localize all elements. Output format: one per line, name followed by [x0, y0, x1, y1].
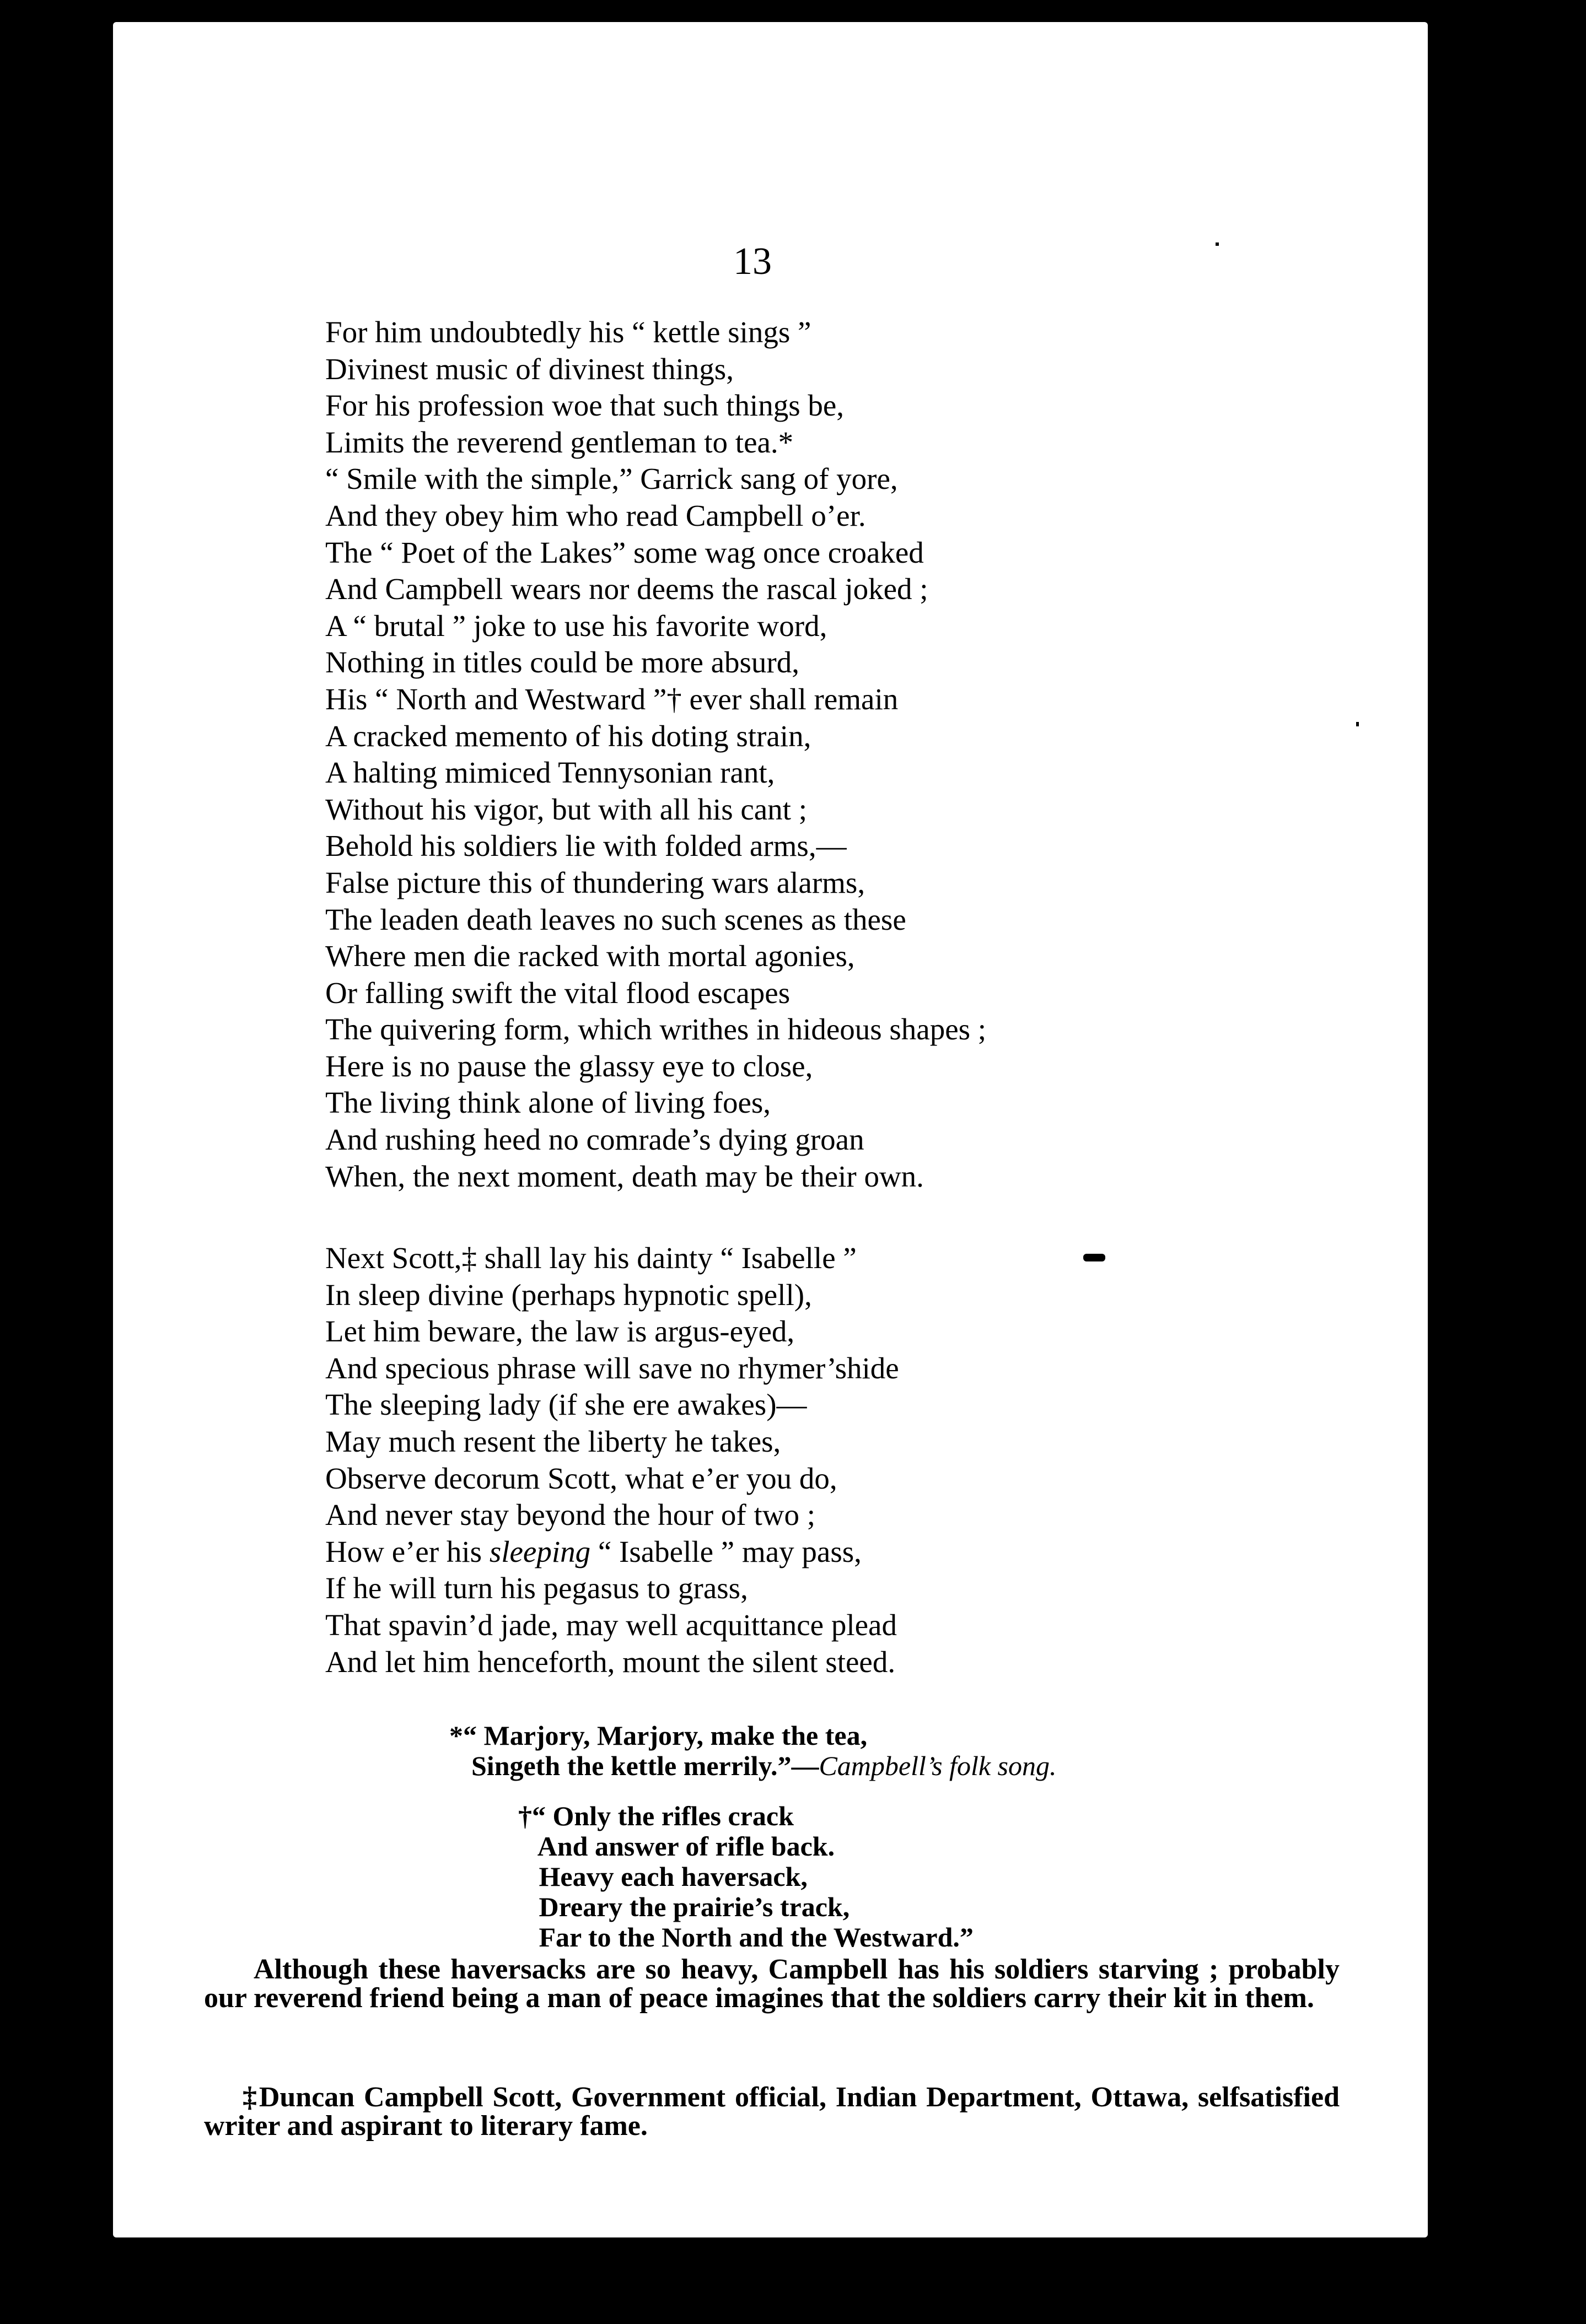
- verse-line: Behold his soldiers lie with folded arms,—: [325, 829, 847, 863]
- verse-line: Next Scott,‡ shall lay his dainty “ Isabelle ”: [325, 1241, 857, 1275]
- verse-line: The sleeping lady (if she ere awakes)—: [325, 1388, 807, 1422]
- footnote-line-wrap: [449, 1751, 1056, 1781]
- print-speck: [1083, 1254, 1105, 1261]
- footnote-line: †“ Only the rifles crack: [518, 1800, 794, 1831]
- verse-line: Or falling swift the vital flood escapes: [325, 975, 791, 1010]
- footnote-marjory: [449, 1721, 1056, 1781]
- stanza-2: [325, 1240, 899, 1680]
- verse-line: And let him henceforth, mount the silent steed.: [325, 1644, 896, 1679]
- verse-line: And never stay beyond the hour of two ;: [325, 1498, 815, 1532]
- verse-line: The leaden death leaves no such scenes as these: [325, 902, 906, 936]
- verse-line: In sleep divine (perhaps hypnotic spell),: [325, 1277, 812, 1312]
- verse-line: For his profession woe that such things be,: [325, 389, 845, 423]
- verse-line: His “ North and Westward ”† ever shall remain: [325, 682, 899, 716]
- page: [113, 22, 1428, 2237]
- verse-line: May much resent the liberty he takes,: [325, 1424, 781, 1458]
- verse-line: Where men die racked with mortal agonies,: [325, 939, 855, 973]
- print-speck: [1356, 722, 1359, 726]
- verse-line: Nothing in titles could be more absurd,: [325, 645, 799, 680]
- scott-footnote-paragraph: ‡Duncan Campbell Scott, Government official, Indian Department, Ottawa, selfsatisfied writer and aspirant to literary fame.: [204, 2082, 1340, 2142]
- verse-line: If he will turn his pegasus to grass,: [325, 1571, 748, 1605]
- print-speck: [1216, 242, 1219, 246]
- footnote-line: And answer of rifle back.: [518, 1831, 835, 1862]
- verse-line: Here is no pause the glassy eye to close,: [325, 1049, 813, 1083]
- verse-line: For him undoubtedly his “ kettle sings ”: [325, 315, 811, 349]
- footnote-line: *“ Marjory, Marjory, make the tea,: [449, 1720, 868, 1751]
- stanza-1: [325, 314, 986, 1195]
- footnote-attribution: Campbell’s folk song.: [819, 1750, 1057, 1781]
- footnote-line: Singeth the kettle merrily.”—: [471, 1750, 819, 1781]
- page-number: 13: [733, 240, 772, 283]
- verse-line: The living think alone of living foes,: [325, 1086, 771, 1120]
- verse-line: A cracked memento of his doting strain,: [325, 719, 811, 753]
- verse-line: That spavin’d jade, may well acquittance plead: [325, 1608, 897, 1642]
- verse-line: And specious phrase will save no rhymer’shide: [325, 1351, 899, 1385]
- footnote-line: Heavy each haversack,: [518, 1861, 808, 1892]
- verse-line: Let him beware, the law is argus-eyed,: [325, 1314, 795, 1349]
- verse-line: Observe decorum Scott, what e’er you do,: [325, 1461, 837, 1495]
- verse-line: Limits the reverend gentleman to tea.*: [325, 425, 794, 459]
- verse-line: And Campbell wears nor deems the rascal joked ;: [325, 572, 928, 606]
- verse-line: The quivering form, which writhes in hideous shapes ;: [325, 1012, 987, 1047]
- verse-line: Divinest music of divinest things,: [325, 352, 734, 386]
- footnote-line: Far to the North and the Westward.”: [518, 1922, 974, 1953]
- verse-line: The “ Poet of the Lakes” some wag once croaked: [325, 535, 924, 569]
- haversack-paragraph: Although these haversacks are so heavy, Campbell has his soldiers starving ; probably our reverend friend being a man of peace imagines that the soldiers carry their kit in them.: [204, 1954, 1340, 2014]
- verse-line: A halting mimiced Tennysonian rant,: [325, 756, 775, 790]
- verse-line: False picture this of thundering wars alarms,: [325, 865, 865, 899]
- verse-line: When, the next moment, death may be their own.: [325, 1159, 924, 1193]
- verse-line: And they obey him who read Campbell o’er.: [325, 498, 866, 532]
- verse-line: “ Smile with the simple,” Garrick sang of yore,: [325, 462, 898, 496]
- verse-line: Without his vigor, but with all his cant ;: [325, 792, 807, 826]
- verse-line: And rushing heed no comrade’s dying groan: [325, 1123, 864, 1157]
- verse-line: How e’er his sleeping “ Isabelle ” may pass,: [325, 1534, 862, 1568]
- footnote-line: Dreary the prairie’s track,: [518, 1891, 850, 1922]
- footnote-rifles: [518, 1801, 974, 1953]
- verse-line: A “ brutal ” joke to use his favorite word,: [325, 608, 827, 643]
